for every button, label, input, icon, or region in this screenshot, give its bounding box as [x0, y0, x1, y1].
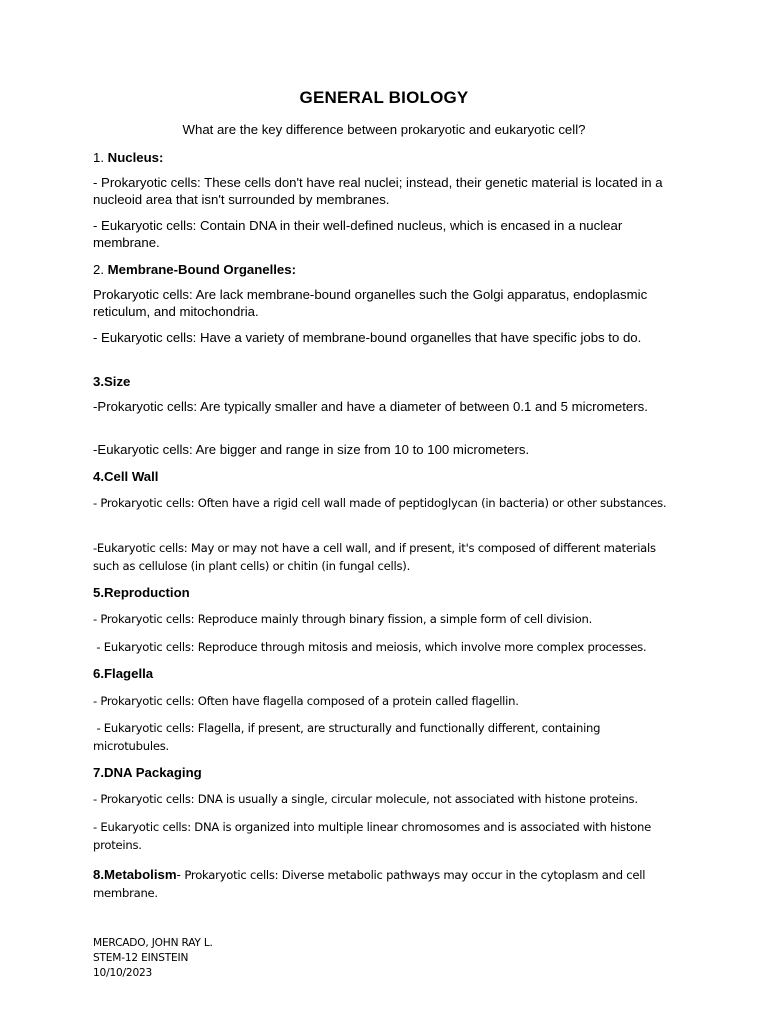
section-6-title: 6.Flagella: [93, 666, 154, 681]
section-4-eukaryotic: -Eukaryotic cells: May or may not have a cell wall, and if present, it's composed of different materials such as cellulose (in plant cells) or chitin (in fungal cells).: [93, 541, 656, 573]
section-1-prokaryotic: - Prokaryotic cells: These cells don't have real nuclei; instead, their genetic material is located in a nucleoid area that isn't surrounded by membranes.: [93, 175, 663, 207]
section-3-heading: [93, 374, 675, 389]
section-7-title: 7.DNA Packaging: [93, 765, 202, 780]
document-title: GENERAL BIOLOGY: [299, 88, 469, 107]
section-7-heading: [93, 765, 675, 780]
section-7-prokaryotic: - Prokaryotic cells: DNA is usually a single, circular molecule, not associated with histone proteins.: [93, 792, 638, 806]
section-2-eukaryotic: - Eukaryotic cells: Have a variety of membrane-bound organelles that have specific jobs to do.: [93, 330, 642, 345]
section-1-heading: [93, 150, 675, 165]
section-2-number: 2.: [93, 262, 104, 277]
author-name: MERCADO, JOHN RAY L.: [93, 937, 213, 949]
section-3-prokaryotic: -Prokaryotic cells: Are typically smaller and have a diameter of between 0.1 and 5 micrometers.: [93, 399, 648, 414]
section-8-prokaryotic: Prokaryotic cells: Diverse metabolic pathways may occur in the cytoplasm and cell membrane.: [93, 868, 646, 900]
section-5-prokaryotic: - Prokaryotic cells: Reproduce mainly through binary fission, a simple form of cell division.: [93, 612, 593, 626]
section-4-heading: [93, 469, 675, 484]
section-8-dash: -: [176, 867, 181, 882]
section-1-title: Nucleus:: [107, 150, 164, 165]
section-1-eukaryotic: - Eukaryotic cells: Contain DNA in their well-defined nucleus, which is encased in a nuclear membrane.: [93, 218, 623, 250]
section-2-heading: [93, 262, 675, 277]
section-4-title: 4.Cell Wall: [93, 469, 159, 484]
section-3-title: 3.Size: [93, 374, 131, 389]
section-3-eukaryotic: -Eukaryotic cells: Are bigger and range in size from 10 to 100 micrometers.: [93, 442, 530, 457]
section-7-eukaryotic: - Eukaryotic cells: DNA is organized into multiple linear chromosomes and is associated with histone proteins.: [93, 820, 651, 852]
section-2-prokaryotic: Prokaryotic cells: Are lack membrane-bound organelles such the Golgi apparatus, endoplasmic reticulum, and mitochondria.: [93, 287, 648, 319]
author-footer: [93, 936, 213, 981]
section-2-title: Membrane-Bound Organelles:: [107, 262, 296, 277]
section-1-number: 1.: [93, 150, 104, 165]
author-section: STEM-12 EINSTEIN: [93, 952, 189, 964]
section-6-prokaryotic: - Prokaryotic cells: Often have flagella composed of a protein called flagellin.: [93, 694, 519, 708]
question-text: What are the key difference between prokaryotic and eukaryotic cell?: [182, 122, 586, 137]
section-8-title: 8.Metabolism: [93, 867, 177, 882]
section-5-eukaryotic: - Eukaryotic cells: Reproduce through mitosis and meiosis, which involve more complex processes.: [93, 640, 647, 654]
section-5-heading: [93, 585, 675, 600]
document-date: 10/10/2023: [93, 967, 153, 979]
section-6-eukaryotic: - Eukaryotic cells: Flagella, if present, are structurally and functionally different, containing microtubules.: [93, 721, 604, 753]
section-4-prokaryotic: - Prokaryotic cells: Often have a rigid cell wall made of peptidoglycan (in bacteria) or other substances.: [93, 496, 667, 510]
section-6-heading: [93, 666, 675, 681]
section-5-title: 5.Reproduction: [93, 585, 190, 600]
section-8-paragraph: [93, 866, 675, 902]
